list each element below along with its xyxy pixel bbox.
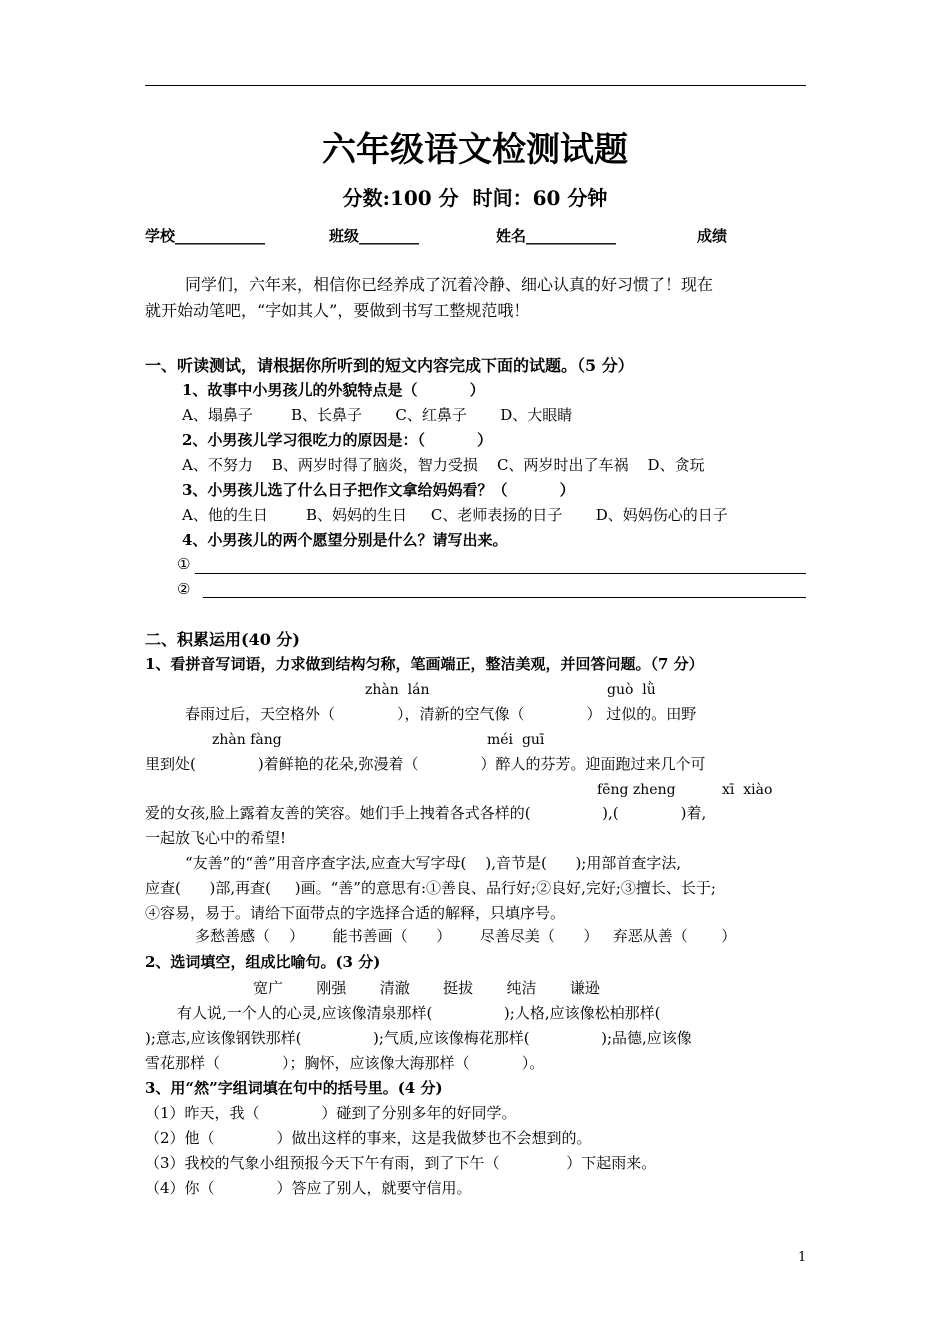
section1-q1: 1、故事中小男孩儿的外貌特点是（ ）	[182, 381, 485, 399]
section1-heading: 一、听读测试，请根据你所听到的短文内容完成下面的试题。（5 分）	[145, 356, 634, 375]
section2-q1-title: 1、看拼音写词语，力求做到结构匀称，笔画端正，整洁美观，并回答问题。（7 分）	[145, 655, 704, 673]
section2-q2-line-2[interactable]: );意志,应该像钢铁那样( );气质,应该像梅花那样( );品德,应该像	[145, 1029, 692, 1047]
section1-q3-options[interactable]: A、他的生日 B、妈妈的生日 C、老师表扬的日子 D、妈妈伤心的日子	[182, 506, 728, 524]
intro-line-2: 就开始动笔吧，“字如其人”，要做到书写工整规范哦！	[145, 301, 530, 320]
section2-text-line-1[interactable]: 春雨过后，天空格外（ ），清新的空气像（ ） 过似的。田野	[185, 705, 697, 723]
top-rule	[145, 85, 806, 86]
pinyin-guolv: guò lǜ	[607, 682, 656, 698]
pinyin-fengzheng: fēng zheng	[597, 782, 676, 798]
section2-q2-line-3[interactable]: 雪花那样（ ）；胸怀，应该像大海那样（ ）。	[145, 1054, 545, 1072]
answer-line-2[interactable]	[203, 597, 806, 598]
answer-line-1[interactable]	[195, 573, 806, 574]
section1-q2-options[interactable]: A、不努力 B、两岁时得了脑炎，智力受损 C、两岁时出了车祸 D、贪玩	[182, 456, 705, 474]
word-bank: 宽广 刚强 清澈 挺拔 纯洁 谦逊	[253, 979, 600, 997]
section2-q2-title: 2、选词填空，组成比喻句。(3 分)	[145, 953, 381, 971]
class-field[interactable]: 班级________	[329, 227, 420, 245]
intro-line-1: 同学们，六年来，相信你已经养成了沉着冷静、细心认真的好习惯了！现在	[185, 275, 714, 294]
section1-q3: 3、小男孩儿选了什么日子把作文拿给妈妈看？（ ）	[182, 481, 575, 499]
section1-q1-options[interactable]: A、塌鼻子 B、长鼻子 C、红鼻子 D、大眼睛	[182, 406, 573, 424]
pinyin-xixiao: xī xiào	[722, 782, 773, 798]
section2-text-line-5[interactable]: “友善”的“善”用音序查字法,应查大写字母( ),音节是( );用部首查字法,	[185, 854, 682, 872]
section2-q3-title: 3、用“然”字组词填在句中的括号里。(4 分)	[145, 1079, 443, 1097]
section2-q3-item-2[interactable]: （2）他（ ）做出这样的事来，这是我做梦也不会想到的。	[145, 1129, 592, 1147]
name-field[interactable]: 姓名____________	[496, 227, 617, 245]
answer-marker-1: ①	[177, 555, 191, 573]
section1-q2: 2、小男孩儿学习很吃力的原因是：（ ）	[182, 431, 493, 449]
answer-marker-2: ②	[177, 580, 191, 598]
page-title: 六年级语文检测试题	[322, 130, 628, 170]
section2-text-line-3[interactable]: 爱的女孩,脸上露着友善的笑容。她们手上拽着各式各样的( ),( )着,	[145, 804, 707, 822]
page-subtitle: 分数:100 分 时间：60 分钟	[342, 186, 608, 210]
section2-text-line-7: ④容易，易于。请给下面带点的字选择合适的解释，只填序号。	[145, 904, 566, 922]
section2-text-line-4: 一起放飞心中的希望!	[145, 829, 287, 847]
section2-q3-item-4[interactable]: （4）你（ ）答应了别人，就要守信用。	[145, 1179, 472, 1197]
pinyin-zhanlan: zhàn lán	[365, 682, 430, 698]
section2-text-line-8[interactable]: 多愁善感（ ） 能书善画（ ） 尽善尽美（ ） 弃恶从善（ ）	[195, 927, 737, 945]
section2-q2-line-1[interactable]: 有人说,一个人的心灵,应该像清泉那样( );人格,应该像松柏那样(	[177, 1004, 661, 1022]
school-field[interactable]: 学校____________	[145, 227, 266, 245]
section2-q3-item-3[interactable]: （3）我校的气象小组预报今天下午有雨，到了下午（ ）下起雨来。	[145, 1154, 657, 1172]
section1-q4: 4、小男孩儿的两个愿望分别是什么？请写出来。	[182, 531, 508, 549]
section2-text-line-2[interactable]: 里到处( )着鲜艳的花朵,弥漫着（ ）醉人的芬芳。迎面跑过来几个可	[145, 755, 706, 773]
section2-q3-item-1[interactable]: （1）昨天，我（ ）碰到了分别多年的好同学。	[145, 1104, 517, 1122]
pinyin-meigui: méi guī	[487, 732, 545, 748]
page-number: 1	[798, 1250, 807, 1265]
section2-text-line-6[interactable]: 应查( )部,再查( )画。“善”的意思有:①善良、品行好;②良好,完好;③擅长、长于;	[145, 879, 716, 897]
pinyin-zhanfang: zhàn fàng	[212, 732, 282, 748]
score-field: 成绩	[697, 227, 728, 245]
section2-heading: 二、积累运用(40 分)	[145, 630, 300, 649]
